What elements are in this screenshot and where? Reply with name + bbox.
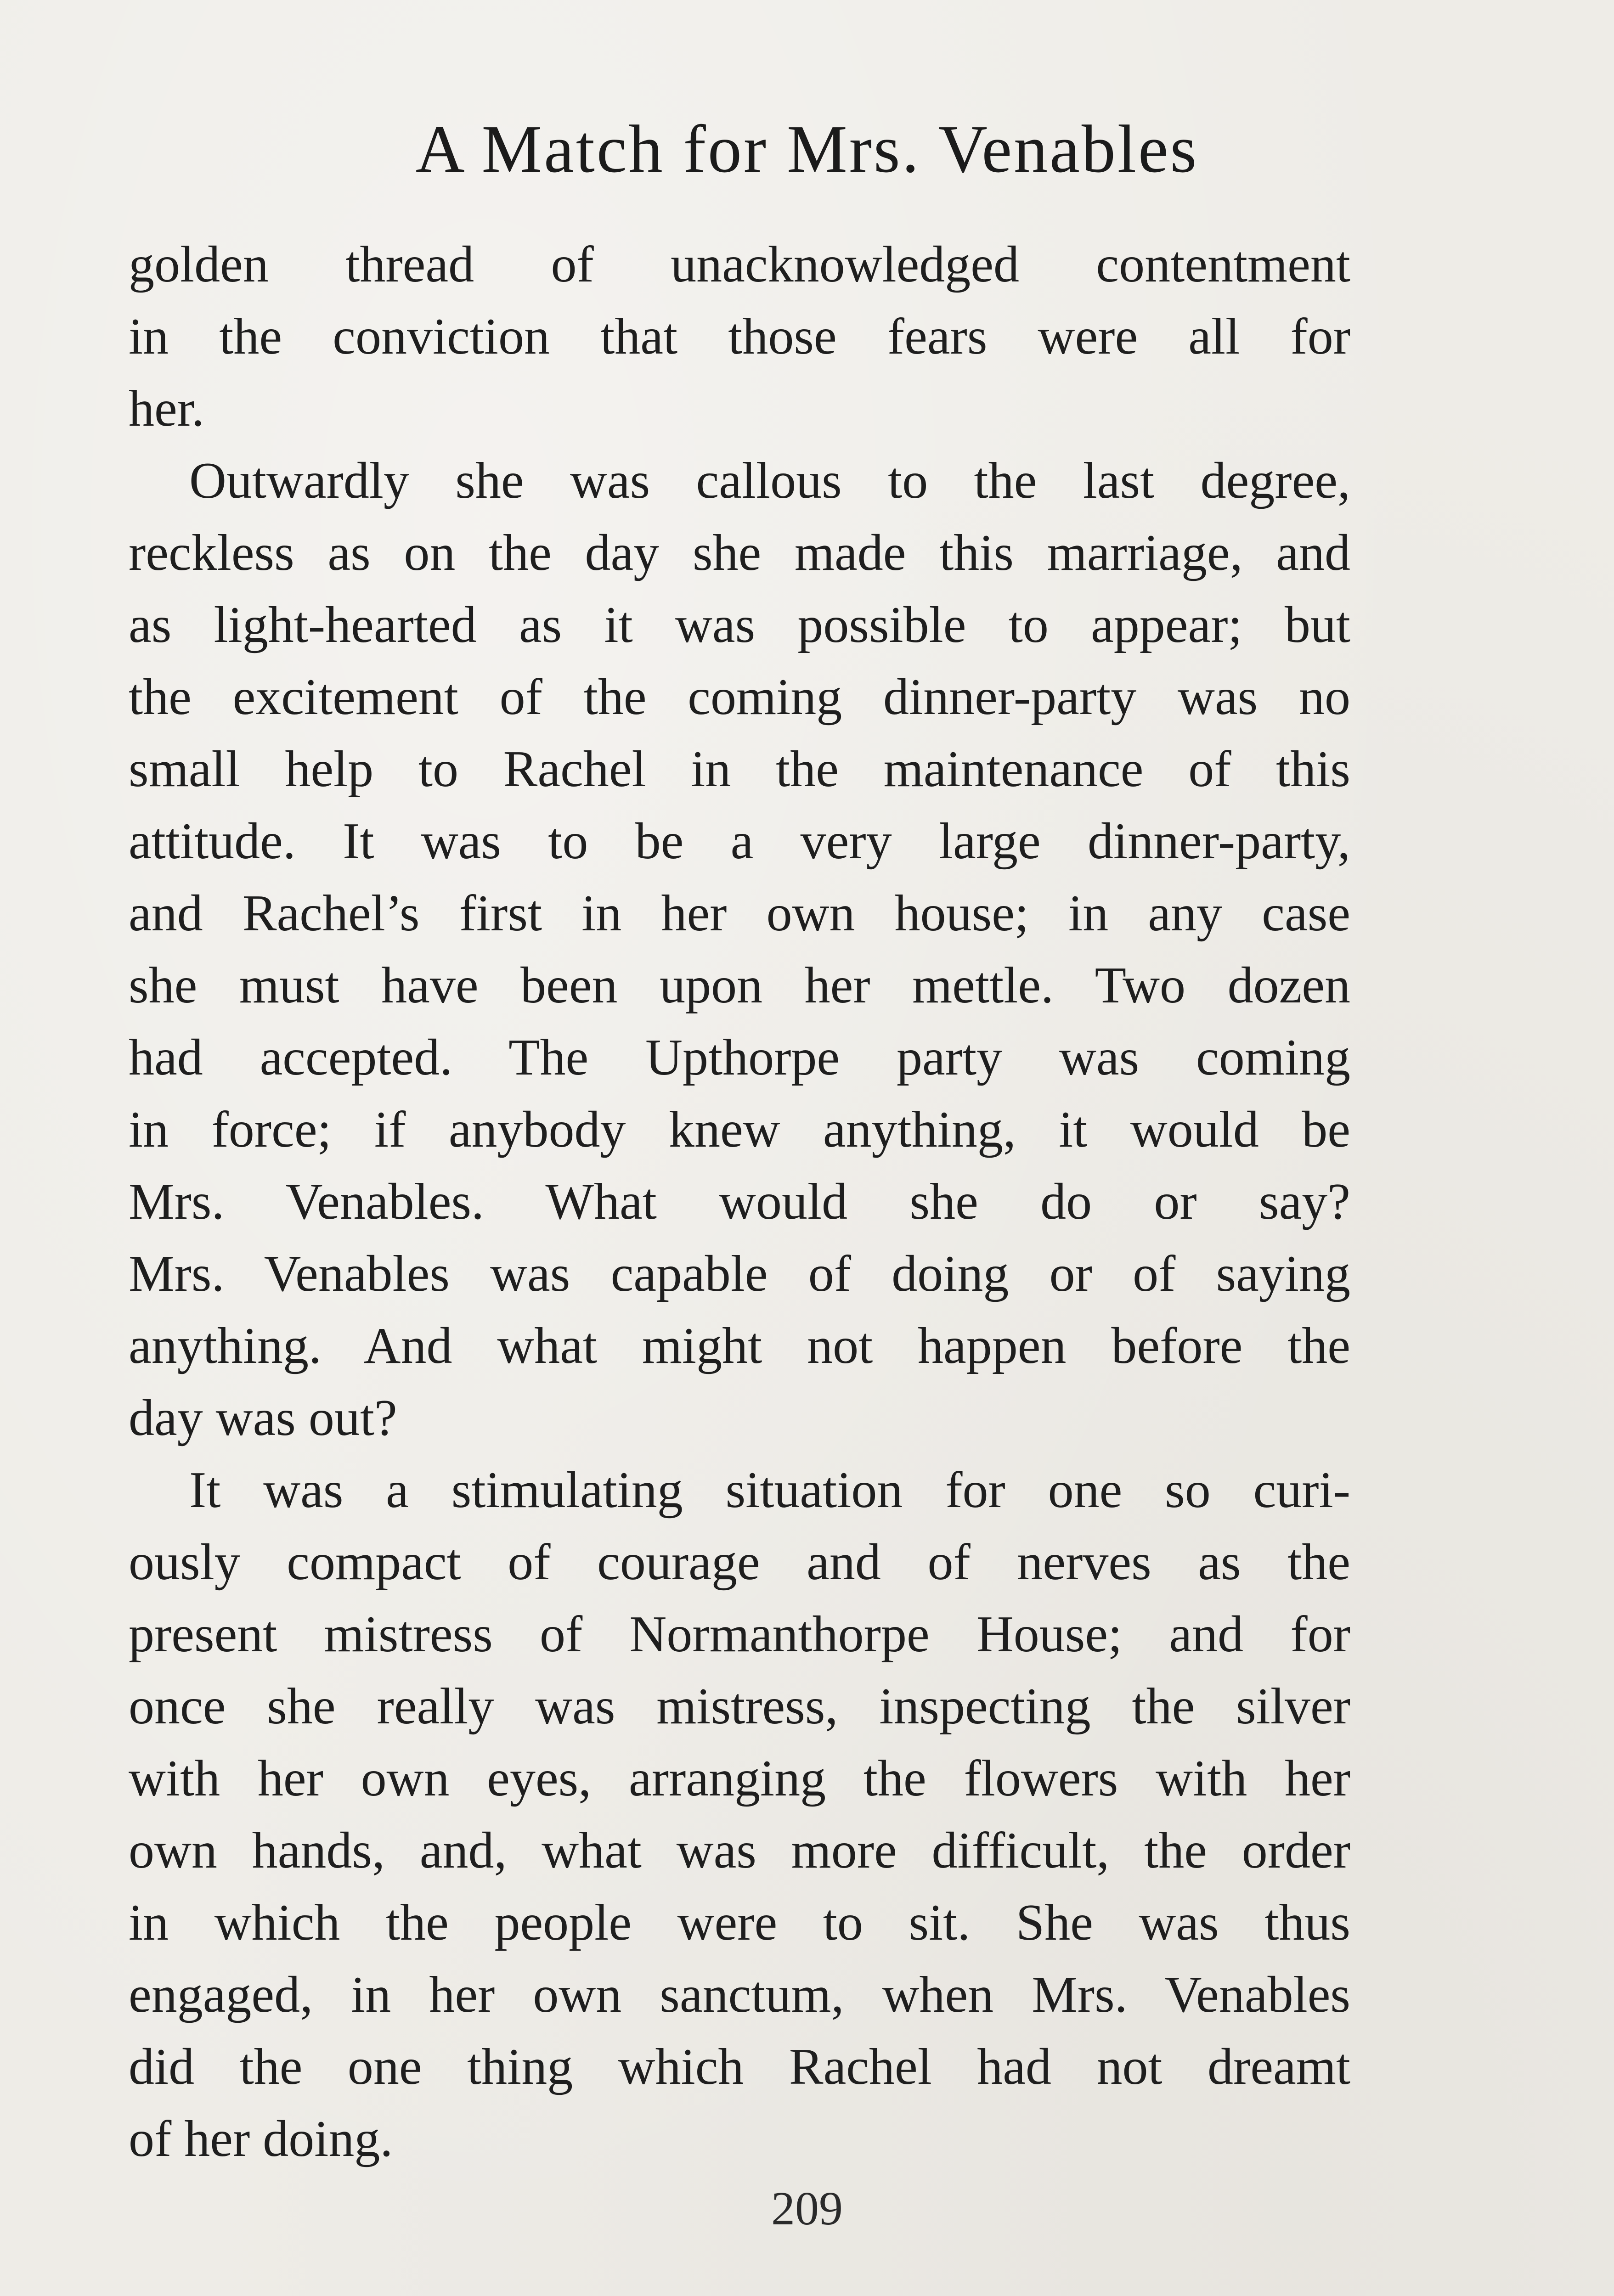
text-line: anything. And what might not happen before the bbox=[129, 1317, 1350, 1374]
text-line: ously compact of courage and of nerves as the bbox=[129, 1534, 1350, 1591]
text-line: had accepted. The Upthorpe party was coming bbox=[129, 1029, 1350, 1086]
text-line: reckless as on the day she made this marriage, and bbox=[129, 524, 1350, 581]
text-line: Outwardly she was callous to the last degree, bbox=[189, 452, 1350, 509]
text-line: as light-hearted as it was possible to appear; but bbox=[129, 597, 1350, 653]
text-line: her. bbox=[129, 380, 204, 437]
text-line: with her own eyes, arranging the flowers with her bbox=[129, 1750, 1350, 1807]
text-line: golden thread of unacknowledged contentment bbox=[129, 236, 1350, 293]
text-line: engaged, in her own sanctum, when Mrs. Venables bbox=[129, 1966, 1350, 2023]
text-line: of her doing. bbox=[129, 2110, 393, 2167]
text-line: and Rachel’s first in her own house; in any case bbox=[129, 885, 1350, 942]
text-line: Mrs. Venables. What would she do or say? bbox=[129, 1173, 1350, 1230]
text-line: did the one thing which Rachel had not dreamt bbox=[129, 2038, 1350, 2095]
text-line: in force; if anybody knew anything, it would be bbox=[129, 1101, 1350, 1158]
text-line: small help to Rachel in the maintenance of this bbox=[129, 741, 1350, 798]
body-text bbox=[129, 229, 1350, 2175]
page-number: 209 bbox=[771, 2182, 843, 2235]
text-line: the excitement of the coming dinner-party was no bbox=[129, 669, 1350, 726]
text-line: Mrs. Venables was capable of doing or of saying bbox=[129, 1245, 1350, 1302]
text-line: in the conviction that those fears were all for bbox=[129, 308, 1350, 365]
text-line: she must have been upon her mettle. Two dozen bbox=[129, 957, 1350, 1014]
text-line: own hands, and, what was more difficult, the order bbox=[129, 1822, 1350, 1879]
running-header-title: A Match for Mrs. Venables bbox=[415, 112, 1199, 187]
text-line: present mistress of Normanthorpe House; and for bbox=[129, 1606, 1350, 1663]
text-line: It was a stimulating situation for one so curi- bbox=[189, 1462, 1350, 1519]
text-line: day was out? bbox=[129, 1390, 397, 1446]
text-line: attitude. It was to be a very large dinner-party, bbox=[129, 813, 1350, 870]
text-line: in which the people were to sit. She was thus bbox=[129, 1894, 1350, 1951]
text-line: once she really was mistress, inspecting the silver bbox=[129, 1678, 1350, 1735]
